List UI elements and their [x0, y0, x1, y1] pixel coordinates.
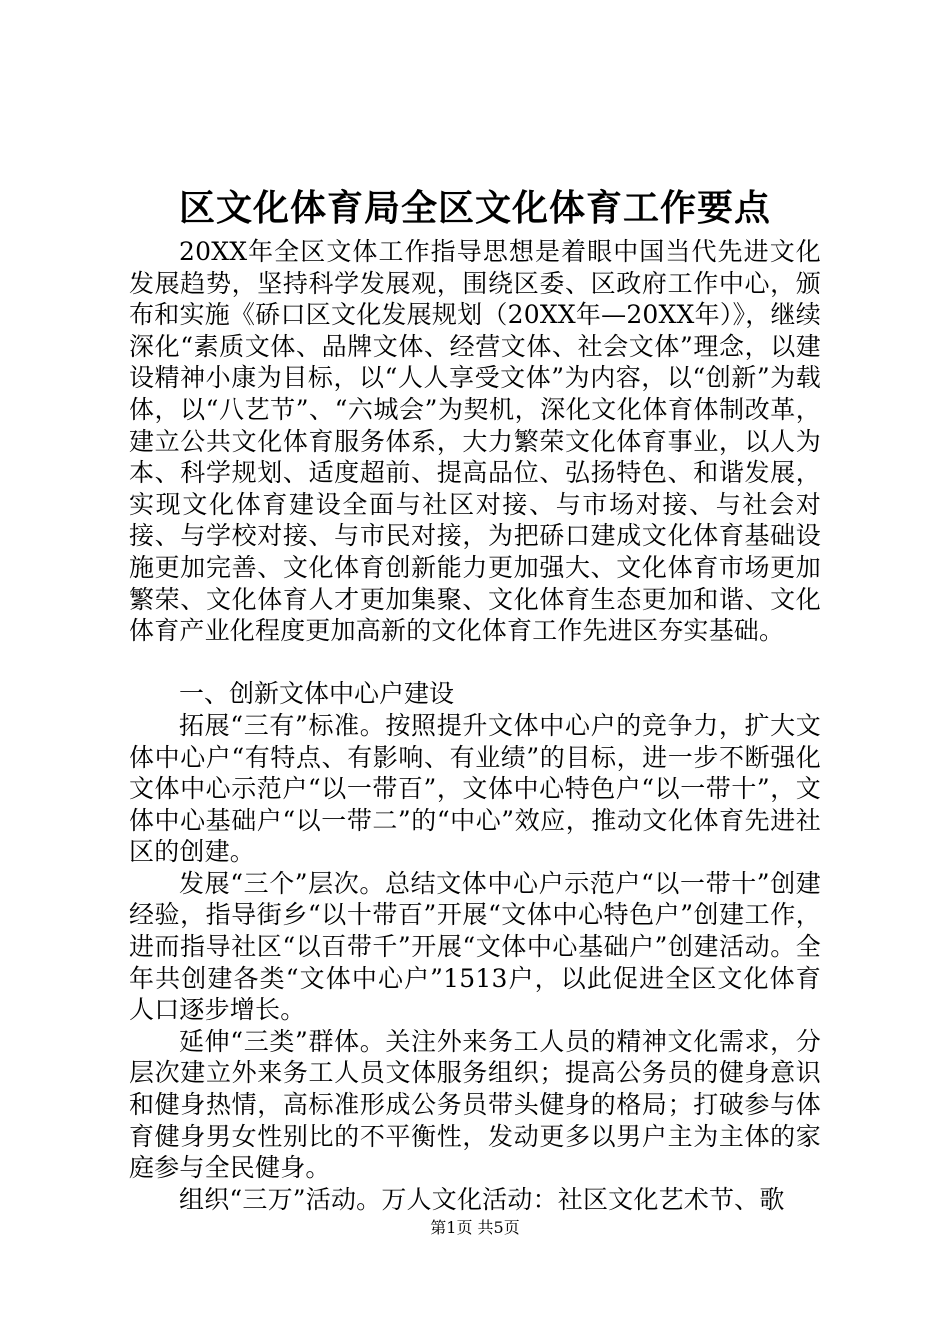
section-heading: 一、创新文体中心户建设 [179, 679, 455, 709]
body-paragraph: 延伸“三类”群体。关注外来务工人员的精神文化需求，分层次建立外来务工人员文体服务组织；提高公务员的健身意识和健身热情，高标准形成公务员带头健身的格局；打破参与体育健身男女性别比的不平衡性，发动更多以男户主为主体的家庭参与全民健身。 [129, 1026, 821, 1183]
document-body [129, 236, 821, 1215]
body-paragraph: 发展“三个”层次。总结文体中心户示范户“以一带十”创建经验，指导街乡“以十带百”开展“文体中心特色户”创建工作，进而指导社区“以百带千”开展“文体中心基础户”创建活动。全年共创建各类“文体中心户”1513户，以此促进全区文化体育人口逐步增长。 [129, 868, 821, 1025]
paragraph-gap [129, 647, 821, 679]
page-number-footer: 第1页 共5页 [430, 1218, 520, 1237]
document-title: 区文化体育局全区文化体育工作要点 [178, 187, 771, 229]
body-paragraph: 拓展“三有”标准。按照提升文体中心户的竞争力，扩大文体中心户“有特点、有影响、有业绩”的目标，进一步不断强化文体中心示范户“以一带百”，文体中心特色户“以一带十”，文体中心基础户“以一带二”的“中心”效应，推动文化体育先进社区的创建。 [129, 710, 821, 867]
intro-paragraph: 20XX年全区文体工作指导思想是着眼中国当代先进文化发展趋势，坚持科学发展观，围绕区委、区政府工作中心，颁布和实施《硚口区文化发展规划（20XX年—20XX年）》，继续深化“素质文体、品牌文体、经营文体、社会文体”理念，以建设精神小康为目标，以“人人享受文体”为内容，以“创新”为载体，以“八艺节”、“六城会”为契机，深化文化体育体制改革，建立公共文化体育服务体系，大力繁荣文化体育事业，以人为本、科学规划、适度超前、提高品位、弘扬特色、和谐发展，实现文化体育建设全面与社区对接、与市场对接、与社会对接、与学校对接、与市民对接，为把硚口建成文化体育基础设施更加完善、文化体育创新能力更加强大、文化体育市场更加繁荣、文化体育人才更加集聚、文化体育生态更加和谐、文化体育产业化程度更加高新的文化体育工作先进区夯实基础。 [129, 237, 821, 646]
body-paragraph: 组织“三万”活动。万人文化活动：社区文化艺术节、歌 [179, 1184, 785, 1214]
